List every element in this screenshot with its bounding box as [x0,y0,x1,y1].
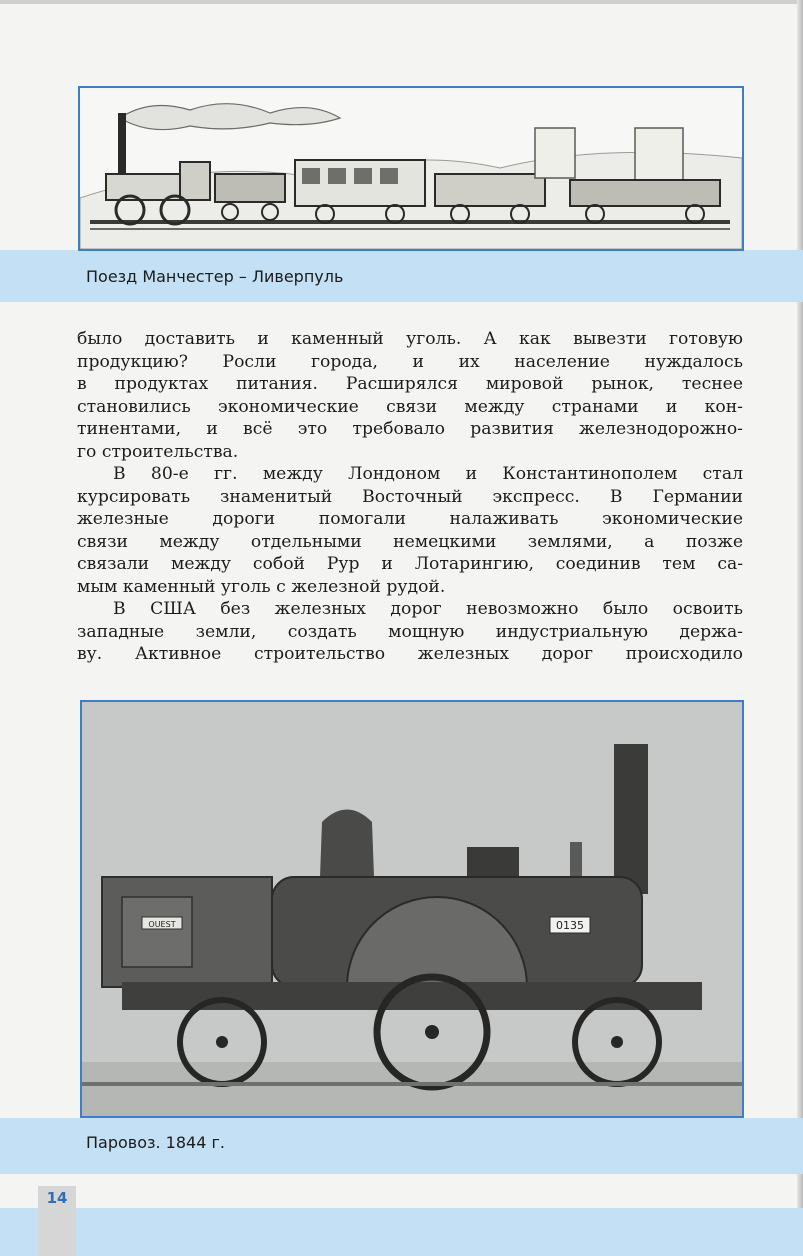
figure-1-train-engraving [78,86,744,251]
number-plate: 0135 [556,919,584,932]
train-illustration [80,88,742,249]
figure-2-caption: Паровоз. 1844 г. [86,1133,225,1152]
text-line: ву. Активное строительство железных дорог происходило [77,644,743,664]
body-text [77,328,743,666]
text-line: курсировать знаменитый Восточный экспресс. В Германии [77,486,743,507]
paragraph-start: В 80-е гг. между Лондоном и Константинополем стал [113,464,743,484]
figure-1-caption: Поезд Манчестер – Ливерпуль [86,267,344,286]
text-line: тинентами, и всё это требовало развития железнодорожно- [77,419,743,439]
text-line: западные земли, создать мощную индустриальную держа- [77,621,743,642]
text-line: го строительства. [77,441,239,462]
text-line: в продуктах питания. Расширялся мировой рынок, теснее [77,374,743,394]
text-line: продукцию? Росли города, и их население нуждалось [77,351,743,372]
text-line: было доставить и каменный уголь. А как вывезти готовую [77,329,743,349]
figure-2-locomotive-photo [80,700,744,1118]
text-line: связали между собой Рур и Лотарингию, соединив тем са- [77,554,743,574]
text-line: железные дороги помогали налаживать экономические [77,509,743,529]
locomotive-illustration [82,702,742,1116]
name-plate: OUEST [148,920,176,929]
page-top-edge [0,0,803,4]
page-spine-shadow [797,0,803,1256]
paragraph-start: В США без железных дорог невозможно было освоить [113,599,743,619]
footer-band [0,1208,803,1256]
text-line: связи между отдельными немецкими землями, а позже [77,531,743,552]
page-number: 14 [46,1189,68,1207]
text-line: становились экономические связи между странами и кон- [77,396,743,417]
text-line: мым каменный уголь с железной рудой. [77,576,446,597]
